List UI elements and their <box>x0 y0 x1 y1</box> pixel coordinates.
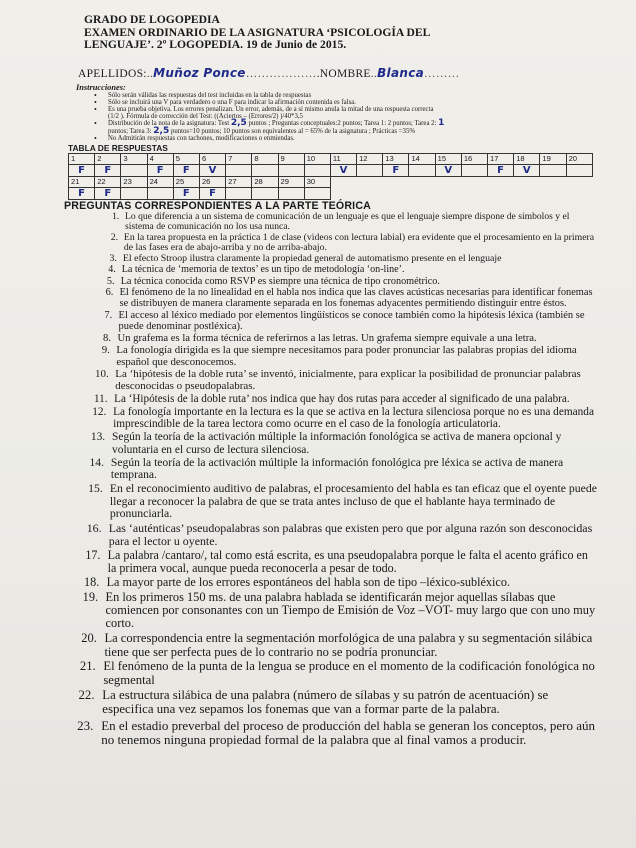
question-number-cell: 15 <box>435 153 461 164</box>
question-number-cell: 28 <box>252 176 278 187</box>
nombre-field[interactable]: Blanca <box>377 65 425 80</box>
question-number: 3. <box>109 252 117 264</box>
question-text: La fonología importante en la lectura es la que se activa en la lectura silenciosa porque no es una demanda imprescindible de la tarea lectora como ocurre en el caso de la fonología articulatoria. <box>113 406 594 431</box>
question-text: Según la teoría de la activación múltiple la información fonológica se activa de manera opcional y voluntaria en el curso de lectura silenciosa. <box>112 431 562 456</box>
question-number-cell: 19 <box>540 153 566 164</box>
question-number: 5. <box>106 275 115 287</box>
answer-cell[interactable] <box>540 164 566 176</box>
numbers-row <box>69 153 593 164</box>
question-number: 12. <box>92 406 107 419</box>
question-number-cell: 22 <box>95 176 121 187</box>
question-number: 8. <box>103 331 112 344</box>
answer-cell[interactable] <box>357 164 383 176</box>
instruction-item: • Sólo se incluirá una V para verdadero o una F para indicar la afirmación contenida es falsa. <box>94 99 598 106</box>
answer-cell[interactable]: F <box>69 164 95 176</box>
answer-cell[interactable]: V <box>435 164 461 176</box>
question-item <box>85 431 598 456</box>
questions-list <box>62 212 598 747</box>
answer-cell[interactable] <box>278 187 304 199</box>
question-number: 11. <box>94 393 108 406</box>
numbers-row <box>69 176 593 187</box>
question-text: Según la teoría de la activación múltiple la información fonológica pre léxica se activa de manera temprana. <box>110 455 564 482</box>
question-number: 9. <box>101 344 110 356</box>
question-item <box>79 549 598 575</box>
answer-cell[interactable]: F <box>69 187 95 199</box>
question-number-cell: 4 <box>147 153 173 164</box>
question-text: La ‘Hipótesis de la doble ruta’ nos indica que hay dos rutas para acceder al significado de una palabra. <box>114 393 570 406</box>
instruction-item: • Sólo serán válidas las respuestas del test incluidas en la tabla de respuestas <box>94 92 598 99</box>
question-number-cell: 14 <box>409 153 435 164</box>
answer-cell[interactable] <box>121 187 147 199</box>
question-text: Un grafema es la forma técnica de referirnos a las letras. Un grafema siempre equivale a una letra. <box>117 331 537 344</box>
question-number-cell: 13 <box>383 153 409 164</box>
question-item <box>95 287 598 309</box>
question-number-cell: 25 <box>173 176 199 187</box>
apellidos-field[interactable]: Muñoz Ponce <box>153 65 246 80</box>
question-number-cell: 10 <box>304 153 330 164</box>
question-item <box>82 483 598 521</box>
instructions-title: Instrucciones: <box>76 82 126 92</box>
exam-header <box>84 14 598 52</box>
question-number-cell: 12 <box>357 153 383 164</box>
question-number-cell: 20 <box>566 153 592 164</box>
question-number-cell: 8 <box>252 153 278 164</box>
answer-cell[interactable]: F <box>95 164 121 176</box>
question-number-cell: 26 <box>199 176 225 187</box>
question-item <box>77 576 598 589</box>
question-number: 2. <box>110 231 119 243</box>
question-number-cell: 11 <box>330 153 356 164</box>
question-item <box>74 632 598 659</box>
exam-subtitle: LENGUAJE’. 2º LOGOPEDIA. 19 de Junio de 2015. <box>84 38 347 51</box>
question-text: La fonología dirigida es la que siempre necesitamos para poder pronunciar las palabras propias del idioma español que desconocemos. <box>116 344 577 368</box>
answer-cell[interactable] <box>304 187 330 199</box>
question-text: En la tarea propuesta en la práctica 1 de clase (videos con lectura labial) era evidente que el procesamiento en la primera de las fases era de abajo-arriba y no de arriba-abajo. <box>123 231 595 254</box>
question-item <box>71 689 598 717</box>
answer-cell[interactable]: F <box>488 164 514 176</box>
question-number: 1. <box>112 210 120 222</box>
question-text: La técnica de ‘memoria de textos’ es un tipo de metodología ‘on-line’. <box>121 263 405 275</box>
instruction-item: • No Admitirán respuestas con tachones, modificaciones o enmiendas. <box>94 135 598 142</box>
answers-table <box>68 153 593 200</box>
question-number-cell: 3 <box>121 153 147 164</box>
question-item <box>89 369 598 393</box>
answer-cell[interactable] <box>566 164 592 176</box>
question-text: El efecto Stroop ilustra claramente la propiedad general de automatismo presente en el lenguaje <box>122 252 502 264</box>
question-item <box>86 406 598 430</box>
question-number-cell: 18 <box>514 153 540 164</box>
question-text: La ‘hipótesis de la doble ruta’ se inventó, inicialmente, para explicar la posibilidad de pronunciar palabras desconocidas o pseudopalabras. <box>115 367 581 392</box>
question-number: 17. <box>85 547 101 562</box>
instruction-item: (1/2 ). Fórmula de corrección del Test: ((Aciertos – (Errores/2) )/40*3,5 <box>108 113 303 121</box>
section-title: PREGUNTAS CORRESPONDIENTES A LA PARTE TEÓRICA <box>64 199 372 212</box>
question-number: 16. <box>86 521 102 536</box>
question-item <box>80 522 598 548</box>
question-item <box>87 393 598 405</box>
instruction-item: puntos; Tarea 3: 2,5 puntos=10 puntos; 10 puntos son equivalentes al = 65% de la asignatura ; Prácticas =35% <box>108 125 415 136</box>
question-item <box>93 310 598 333</box>
exam-title: EXAMEN ORDINARIO DE LA ASIGNATURA ‘PSICOLOGÍA DEL <box>84 25 431 39</box>
tarea2-grade-handwritten: 1 <box>438 118 445 129</box>
instructions-list <box>94 92 598 142</box>
answer-cell[interactable] <box>278 164 304 176</box>
answer-cell[interactable] <box>226 164 252 176</box>
answer-cell[interactable] <box>226 187 252 199</box>
question-number-cell: 30 <box>304 176 330 187</box>
question-text: El fenómeno de la no linealidad en el habla nos indica que las claves acústicas necesarias para identificar fonemas se distribuyen de manera claramente separada en los fonemas adyacentes permitiendo distinguir entre éstos. <box>119 287 593 310</box>
question-item <box>70 719 598 747</box>
question-number: 7. <box>104 309 113 321</box>
answer-cell[interactable]: F <box>147 164 173 176</box>
answer-cell[interactable] <box>252 187 278 199</box>
question-item <box>102 212 598 233</box>
question-text: La correspondencia entre la segmentación morfológica de una palabra y su segmentación silábica tiene que ser perfecta pues de lo contrario no se podría pronunciar. <box>104 630 593 659</box>
question-item <box>76 591 598 631</box>
answer-cell[interactable] <box>409 164 435 176</box>
question-number: 14. <box>89 455 104 469</box>
question-text: La mayor parte de los errores espontáneos del habla son de tipo –léxico-subléxico. <box>106 575 511 590</box>
answer-cell[interactable]: V <box>514 164 540 176</box>
answer-cell[interactable] <box>461 164 487 176</box>
question-number: 23. <box>77 717 94 733</box>
question-number-cell: 1 <box>69 153 95 164</box>
answer-cell[interactable]: V <box>199 164 225 176</box>
question-item <box>92 333 598 345</box>
question-number-cell: 21 <box>69 176 95 187</box>
question-number: 20. <box>81 630 97 645</box>
question-number-cell: 6 <box>199 153 225 164</box>
question-text: La técnica conocida como RSVP es siempre una técnica de tipo cronométrico. <box>120 275 440 287</box>
question-number: 21. <box>79 659 96 674</box>
question-number: 19. <box>82 589 99 604</box>
answer-cell[interactable]: F <box>95 187 121 199</box>
answer-cell[interactable] <box>121 164 147 176</box>
question-item <box>90 345 598 368</box>
question-number: 10. <box>94 367 109 380</box>
question-number: 6. <box>105 287 114 299</box>
answers-row <box>69 187 593 199</box>
question-text: El acceso al léxico mediado por elementos lingüísticos se conoce también como la hipótesis léxica (también se puede denominar postléxica). <box>118 309 585 333</box>
question-item <box>101 233 598 254</box>
question-number-cell: 23 <box>121 176 147 187</box>
instruction-item: • Es una prueba objetiva. Los errores penalizan. Un error, además, de a sí mismo anula la mitad de una respuesta correcta <box>94 106 598 113</box>
question-item <box>73 660 598 687</box>
apellidos-label: APELLIDOS: <box>78 67 147 80</box>
student-name-row: APELLIDOS: .. Muñoz Ponce ……………… .NOMBRE .. Blanca ……… <box>78 65 460 80</box>
question-item <box>96 276 598 287</box>
degree-title: GRADO DE LOGOPEDIA <box>84 13 220 26</box>
question-text: El fenómeno de la punta de la lengua se produce en el momento de la codificación fonológica no segmental <box>103 659 595 688</box>
question-item <box>99 254 598 265</box>
answer-cell[interactable] <box>252 164 278 176</box>
question-text: En el estadio preverbal del proceso de producción del habla se generan los conceptos, pero aún no tenemos ninguna propiedad formal de la palabra que al final vamos a producir. <box>101 717 595 747</box>
question-number-cell: 2 <box>95 153 121 164</box>
test-grade-handwritten: 2,5 <box>230 118 247 129</box>
question-item <box>83 457 598 482</box>
question-number-cell: 5 <box>173 153 199 164</box>
question-number: 4. <box>108 263 116 275</box>
instruction-item: • Distribución de la nota de la asignatura: Test 2,5 puntos ; Preguntas conceptuales:2 puntos; Tarea 1: 2 puntos; Tarea 2: 1 <box>94 120 598 127</box>
tarea3-grade-handwritten: 2,5 <box>153 125 170 136</box>
question-number-cell: 7 <box>226 153 252 164</box>
question-text: La estructura silábica de una palabra (número de sílabas y su patrón de acentuación) se especifica una vez sepamos los fonemas que van a formar parte de la palabra. <box>102 688 549 717</box>
question-text: La palabra /cantaro/, tal como está escrita, es una pseudopalabra porque le falta el acento gráfico en la primera vocal, aunque pueda reconocerla a pesar de todo. <box>107 547 588 575</box>
answer-cell[interactable]: F <box>173 187 199 199</box>
question-item <box>98 265 598 276</box>
answer-cell[interactable]: V <box>330 164 356 176</box>
question-text: En los primeros 150 ms. de una palabra hablada se identificarán mejor aquellas sílabas que comiencen por consonantes con un Tiempo de Emisión de Voz –VOT- muy largo que con uno muy corto. <box>105 589 596 631</box>
answer-cell[interactable]: F <box>173 164 199 176</box>
question-number: 18. <box>83 575 100 590</box>
question-text: Las ‘auténticas’ pseudopalabras son palabras que existen pero que por alguna razón son desconocidas para el lector u oyente. <box>108 521 593 548</box>
answer-cell[interactable] <box>304 164 330 176</box>
question-number-cell: 29 <box>278 176 304 187</box>
nombre-label: .NOMBRE <box>316 67 371 80</box>
question-number: 15. <box>88 481 103 495</box>
question-number-cell: 24 <box>147 176 173 187</box>
answers-row <box>69 164 593 176</box>
question-text: En el reconocimiento auditivo de palabras, el procesamiento del habla es tan eficaz que el oyente puede llegar a reconocer la palabra de que se trata antes incluso de que el hablante haya terminado de pronunciarla. <box>109 481 597 521</box>
question-number: 13. <box>90 431 106 444</box>
question-number-cell: 17 <box>488 153 514 164</box>
question-text: Lo que diferencia a un sistema de comunicación de un lenguaje es que el lenguaje siempre dispone de símbolos y el sistema de comunicación no los usa nunca. <box>125 210 570 233</box>
question-number-cell: 16 <box>461 153 487 164</box>
answer-cell[interactable] <box>147 187 173 199</box>
answers-table-title: TABLA DE RESPUESTAS <box>68 142 168 153</box>
answer-cell[interactable]: F <box>199 187 225 199</box>
answer-cell[interactable]: F <box>383 164 409 176</box>
question-number: 22. <box>78 688 95 703</box>
question-number-cell: 27 <box>226 176 252 187</box>
question-number-cell: 9 <box>278 153 304 164</box>
